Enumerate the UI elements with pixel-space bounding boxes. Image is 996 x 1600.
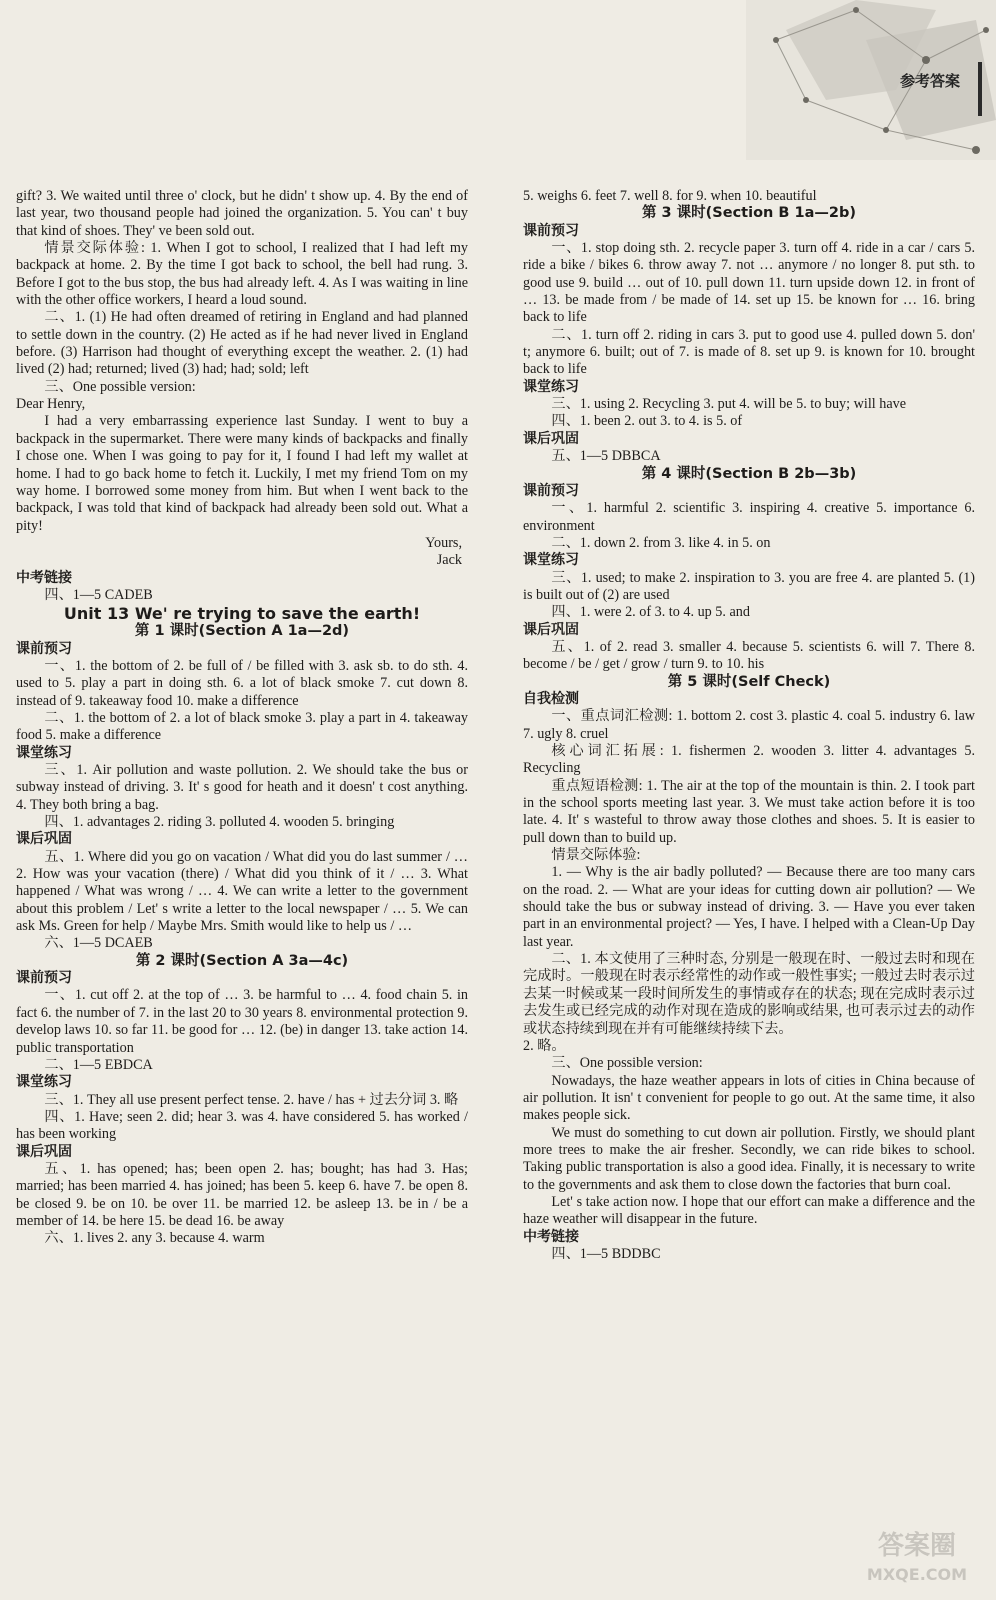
watermark-logo (852, 1524, 982, 1588)
answer-paragraph: 三、One possible version: (44, 378, 196, 395)
section-heading: 中考链接 (523, 1228, 579, 1245)
answer-paragraph: 核心词汇拓展: 1. fishermen 2. wooden 3. litter 4. advantages 5. Recycling (523, 743, 975, 777)
section-heading: 课后巩固 (523, 621, 579, 638)
answer-paragraph: 2. 略。 (523, 1037, 566, 1054)
answer-paragraph: 二、1. down 2. from 3. like 4. in 5. on (551, 534, 771, 551)
answer-paragraph: 四、1. were 2. of 3. to 4. up 5. and (551, 604, 750, 621)
answer-paragraph: 二、1. the bottom of 2. a lot of black smoke 3. play a part in 4. takeaway food 5. make a difference (16, 709, 468, 744)
answer-paragraph: We must do something to cut down air pollution. Firstly, we should plant more trees to make the air fresher. Secondly, we can ride bikes to school. Taking public transportation is also a good idea. Finally, it is necessary to write to the governments and ask them to close down the factories that burn coal. (523, 1124, 975, 1193)
answer-paragraph: 二、1. 本文使用了三种时态, 分别是一般现在时、一般过去时和现在完成时。一般现在时表示经常性的动作或一般性事实; 一般过去时表示过去某一时候或某一段时间所发生的事情或存在的状态; 现在完成时表示过去发生或已经完成的动作对现在造成的影响或结果, 也可表示过去的动作或状态持续到现在并有可能继续持续下去。 (523, 951, 975, 1037)
answer-paragraph: 五、1. has opened; has; been open 2. has; bought; has had 3. Has; married; has been married 4. has joined; has been 5. keep 6. have 7. be open 8. be closed 9. be on 10. be over 11. be married 12. be asleep 13. be in / be a member of 14. be here 15. be dead 16. be away (16, 1160, 468, 1229)
answer-paragraph: 五、1—5 DBBCA (551, 448, 661, 465)
section-heading: 课堂练习 (523, 552, 579, 569)
answer-paragraph: 一、1. stop doing sth. 2. recycle paper 3. turn off 4. ride in a car / cars 5. ride a bike / bikes 6. throw away 7. not … anymore / no longer 8. put sth. to good use 9. build … out of 10. pull down 11. turn upside down 12. in front of … 13. be made from / be made of 14. set up 15. be known for … 16. bring back to life (523, 240, 975, 326)
answer-paragraph: Jack (436, 552, 462, 569)
answer-paragraph: 六、1—5 DCAEB (44, 935, 153, 952)
section-heading: 课前预习 (523, 482, 579, 499)
section-heading: 课后巩固 (16, 1143, 72, 1160)
answer-paragraph: gift? 3. We waited until three o' clock, but he didn' t show up. 4. By the end of last year, two thousand people had joined the organization. 5. You can' t buy that kind of shoes. They' ve been sold out. (16, 188, 468, 239)
section-heading: 课前预习 (16, 640, 72, 657)
watermark-title: 答案圈 (877, 1531, 957, 1561)
section-heading: 课堂练习 (523, 378, 579, 395)
answer-paragraph: 三、1. They all use present perfect tense. 2. have / has + 过去分词 3. 略 (44, 1091, 459, 1108)
answer-paragraph: 重点短语检测: 1. The air at the top of the mountain is thin. 2. I took part in the school sports meeting last year. 3. We must take action before it is too late. 4. It' s wasteful to throw away those clothes and shoes. 5. It is easier to pull down than to build up. (523, 777, 975, 846)
answer-paragraph: Dear Henry, (16, 396, 86, 413)
answer-paragraph: 一、1. cut off 2. at the top of … 3. be harmful to … 4. food chain 5. in fact 6. the number of 7. in the last 20 to 30 years 8. environmental protection 9. develop laws 10. so far 11. be good for … 12. (be) in danger 13. take action 14. public transportation (16, 987, 468, 1056)
answer-paragraph: 四、1. advantages 2. riding 3. polluted 4. wooden 5. bringing (44, 814, 395, 831)
answer-paragraph: I had a very embarrassing experience last Sunday. I went to buy a backpack in the supermarket. There were many kinds of backpacks and finally I chose one. When I was going to pay for it, I found I had left my wallet at home. I had to go back home to fetch it. Luckily, I met my friend Tom on my way home. I borrowed some money from him. But when I went back to the backpack, I was told that kind of backpack had already been sold out. What a pity! (16, 413, 468, 534)
section-heading: 课堂练习 (16, 1074, 72, 1091)
answer-paragraph: 五、1. Where did you go on vacation / What did you do last summer / … 2. How was your vacation (there) / What did you think of it / … 3. What happened / What was wrong / … 4. We can write a letter to the government about this problem / Let' s write a letter to the local newspaper / … 5. We can ask Ms. Green for help / Maybe Mrs. Smith would like to help us / … (16, 848, 468, 935)
section-heading: 第 1 课时(Section A 1a—2d) (134, 623, 350, 640)
right-column (523, 188, 975, 1263)
answer-paragraph: 三、1. Air pollution and waste pollution. 2. We should take the bus or subway instead of driving. 3. It' s good for heath and it doesn' t cost anything. 4. They both bring a bag. (16, 762, 468, 813)
answer-paragraph: 一、1. harmful 2. scientific 3. inspiring 4. creative 5. importance 6. environment (523, 500, 975, 534)
answer-paragraph: 四、1. Have; seen 2. did; hear 3. was 4. have considered 5. has worked / has been working (16, 1108, 468, 1143)
page-header-label: 参考答案 (899, 72, 960, 90)
answer-paragraph: Yours, (425, 534, 462, 551)
watermark-url: MXQE.COM (866, 1565, 968, 1584)
section-heading: Unit 13 We' re trying to save the earth! (63, 604, 421, 624)
answer-paragraph: 五、1. of 2. read 3. smaller 4. because 5. scientists 6. will 7. There 8. become / be / get / grow / turn 9. to 10. his (523, 638, 975, 673)
section-heading: 第 4 课时(Section B 2b—3b) (641, 465, 857, 482)
answer-paragraph: 二、1—5 EBDCA (44, 1056, 153, 1073)
left-column (16, 188, 468, 1248)
section-heading: 第 5 课时(Self Check) (667, 673, 831, 690)
answer-paragraph: 情景交际体验: (551, 847, 641, 864)
section-heading: 课前预习 (16, 970, 72, 987)
answer-paragraph: 二、1. (1) He had often dreamed of retiring in England and had planned to settle down in the country. (2) He acted as if he had never lived in England before. (3) Harrison had thought of everything except the weather. 2. (1) had lived (2) had; returned; lived (3) had; had; sold; left (16, 309, 468, 378)
answer-paragraph: 一、1. the bottom of 2. be full of / be filled with 3. ask sb. to do sth. 4. used to 5. play a part in doing sth. 6. a lot of black smoke 7. cut down 8. instead of 9. takeaway food 10. make a difference (16, 657, 468, 709)
answer-paragraph: Nowadays, the haze weather appears in lots of cities in China because of air pollution. It isn' t convenient for people to go out. At the same time, it also makes people sick. (523, 1072, 975, 1124)
answer-paragraph: 三、1. using 2. Recycling 3. put 4. will be 5. to buy; will have (551, 396, 907, 413)
answer-paragraph: 四、1. been 2. out 3. to 4. is 5. of (551, 413, 743, 430)
answer-paragraph: 三、One possible version: (551, 1055, 703, 1072)
answer-paragraph: Let' s take action now. I hope that our effort can make a difference and the haze weather will disappear in the future. (523, 1193, 975, 1228)
section-heading: 第 2 课时(Section A 3a—4c) (135, 952, 349, 969)
section-heading: 课后巩固 (16, 831, 72, 848)
section-heading: 课后巩固 (523, 430, 579, 447)
answer-paragraph: 1. — Why is the air badly polluted? — Because there are too many cars on the road. 2. — What are your ideas for cutting down air pollution? — We should take the bus or subway instead of driving. 3. — Have you ever taken part in an environmental project? — Yes, I have. I helped with a Clean-Up Day last year. (523, 864, 975, 950)
answer-paragraph: 情景交际体验: 1. When I got to school, I realized that I had left my backpack at home. 2. By the time I got back to school, the bell had rung. 3. Before I got to the bus stop, the bus had already left. 4. As I was waiting in line with the other office workers, I heard a loud sound. (16, 240, 468, 309)
answer-paragraph: 二、1. turn off 2. riding in cars 3. put to good use 4. pulled down 5. don' t; anymore 6. built; out of 7. is made of 8. set up 9. is known for 10. brought back to life (523, 326, 975, 378)
answer-paragraph: 5. weighs 6. feet 7. well 8. for 9. when 10. beautiful (523, 188, 817, 204)
section-heading: 自我检测 (523, 690, 579, 707)
answer-paragraph: 六、1. lives 2. any 3. because 4. warm (44, 1230, 265, 1247)
header-accent-bar (978, 62, 982, 116)
answer-paragraph: 四、1—5 BDDBC (551, 1245, 661, 1262)
section-heading: 第 3 课时(Section B 1a—2b) (642, 205, 856, 222)
answer-paragraph: 一、重点词汇检测: 1. bottom 2. cost 3. plastic 4. coal 5. industry 6. law 7. ugly 8. cruel (523, 708, 975, 742)
section-heading: 中考链接 (16, 569, 72, 586)
answer-paragraph: 三、1. used; to make 2. inspiration to 3. you are free 4. are planted 5. (1) is built out of (2) are used (523, 569, 975, 603)
section-heading: 课前预习 (523, 222, 579, 239)
answer-paragraph: 四、1—5 CADEB (44, 586, 153, 603)
section-heading: 课堂练习 (16, 744, 72, 761)
